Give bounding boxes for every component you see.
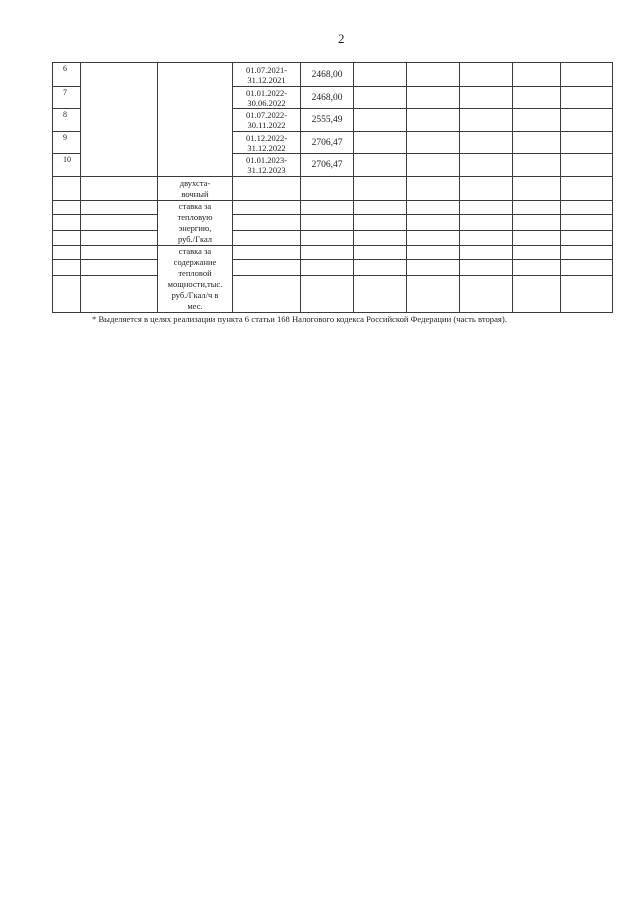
empty-cell	[407, 132, 460, 154]
empty-cell	[301, 201, 354, 215]
period-cell	[233, 132, 301, 154]
empty-cell	[460, 63, 513, 87]
empty-cell	[561, 215, 613, 231]
empty-cell	[407, 109, 460, 132]
empty-cell	[513, 215, 561, 231]
period-start: 01.01.2023-	[245, 155, 288, 165]
empty-cell	[53, 231, 81, 246]
label-line: ставка за	[178, 201, 212, 211]
period-cell	[233, 63, 301, 87]
tariff-value: 2706,47	[301, 132, 354, 154]
empty-cell	[561, 87, 613, 109]
empty-cell	[460, 154, 513, 177]
empty-cell	[354, 154, 407, 177]
period-start: 01.07.2022-	[245, 110, 288, 120]
label-line: мощности,тыс.	[167, 279, 223, 289]
empty-cell	[407, 201, 460, 215]
empty-cell	[561, 231, 613, 246]
period-cell	[233, 154, 301, 177]
empty-cell	[407, 177, 460, 201]
empty-cell	[407, 215, 460, 231]
table-row	[53, 63, 613, 87]
table-row	[53, 215, 613, 231]
energy-rate-label	[158, 201, 233, 246]
period-start: 01.12.2022-	[245, 132, 288, 143]
empty-cell	[460, 132, 513, 154]
empty-cell	[81, 246, 158, 260]
table-row	[53, 276, 613, 313]
empty-cell	[561, 132, 613, 154]
tariff-value: 2468,00	[301, 63, 354, 87]
empty-cell	[460, 260, 513, 276]
row-number: 6	[53, 63, 81, 87]
period-start: 01.01.2022-	[245, 87, 288, 98]
empty-cell	[561, 201, 613, 215]
period-end: 31.12.2022	[247, 142, 286, 153]
capacity-rate-label	[158, 246, 233, 313]
empty-cell	[407, 231, 460, 246]
empty-cell	[354, 260, 407, 276]
empty-cell	[233, 201, 301, 215]
empty-cell	[53, 246, 81, 260]
empty-cell	[513, 87, 561, 109]
empty-cell	[407, 154, 460, 177]
empty-cell	[407, 87, 460, 109]
label-line: двухста-	[179, 177, 211, 188]
empty-cell	[301, 246, 354, 260]
empty-cell	[233, 177, 301, 201]
empty-cell	[460, 231, 513, 246]
empty-cell	[407, 246, 460, 260]
empty-cell	[513, 201, 561, 215]
label-line: тепловой	[178, 268, 212, 278]
row-number: 10	[53, 154, 81, 177]
empty-cell	[460, 246, 513, 260]
empty-cell	[513, 260, 561, 276]
label-line: тепловую	[177, 212, 213, 222]
empty-cell	[53, 215, 81, 231]
empty-cell	[460, 87, 513, 109]
empty-cell	[81, 276, 158, 313]
row-number: 9	[53, 132, 81, 154]
empty-cell	[513, 231, 561, 246]
empty-cell	[513, 177, 561, 201]
label-line: ставка за	[178, 246, 212, 256]
empty-cell	[158, 63, 233, 177]
empty-cell	[53, 260, 81, 276]
label-line: мес.	[187, 301, 203, 311]
empty-cell	[53, 201, 81, 215]
empty-cell	[354, 201, 407, 215]
period-cell	[233, 87, 301, 109]
label-line: руб./Гкал/ч в	[171, 290, 219, 300]
empty-cell	[81, 177, 158, 201]
empty-cell	[407, 260, 460, 276]
empty-cell	[53, 276, 81, 313]
table-row	[53, 231, 613, 246]
label-line: руб./Гкал	[177, 234, 213, 244]
period-end: 31.12.2021	[247, 74, 286, 85]
period-end: 31.12.2023	[247, 165, 286, 175]
empty-cell	[81, 215, 158, 231]
empty-cell	[233, 276, 301, 313]
period-end: 30.06.2022	[247, 97, 286, 108]
table-row	[53, 201, 613, 215]
empty-cell	[561, 260, 613, 276]
label-line: содержание	[173, 257, 217, 267]
row-number: 8	[53, 109, 81, 132]
page-number: 2	[338, 31, 345, 46]
empty-cell	[354, 132, 407, 154]
empty-cell	[81, 201, 158, 215]
empty-cell	[460, 177, 513, 201]
label-line: вочный	[181, 188, 209, 199]
empty-cell	[513, 109, 561, 132]
empty-cell	[561, 109, 613, 132]
period-start: 01.07.2021-	[245, 64, 288, 75]
empty-cell	[53, 177, 81, 201]
empty-cell	[513, 276, 561, 313]
empty-cell	[513, 132, 561, 154]
empty-cell	[513, 63, 561, 87]
empty-cell	[233, 215, 301, 231]
period-end: 30.11.2022	[247, 120, 286, 130]
tariff-table	[52, 62, 613, 313]
row-number: 7	[53, 87, 81, 109]
empty-cell	[460, 201, 513, 215]
two-part-tariff-label	[158, 177, 233, 201]
empty-cell	[301, 260, 354, 276]
empty-cell	[513, 246, 561, 260]
empty-cell	[561, 154, 613, 177]
empty-cell	[81, 231, 158, 246]
empty-cell	[233, 260, 301, 276]
empty-cell	[354, 87, 407, 109]
empty-cell	[81, 260, 158, 276]
empty-cell	[301, 215, 354, 231]
tariff-value: 2555,49	[301, 109, 354, 132]
empty-cell	[561, 63, 613, 87]
empty-cell	[301, 276, 354, 313]
empty-cell	[561, 276, 613, 313]
empty-cell	[301, 177, 354, 201]
period-cell	[233, 109, 301, 132]
table-row	[53, 177, 613, 201]
empty-cell	[301, 231, 354, 246]
empty-cell	[233, 246, 301, 260]
empty-cell	[561, 177, 613, 201]
empty-cell	[460, 109, 513, 132]
empty-cell	[233, 231, 301, 246]
empty-cell	[354, 246, 407, 260]
empty-cell	[460, 276, 513, 313]
label-line: энергию,	[178, 223, 212, 233]
table-row	[53, 260, 613, 276]
empty-cell	[81, 63, 158, 177]
empty-cell	[354, 177, 407, 201]
empty-cell	[407, 276, 460, 313]
tariff-value: 2468,00	[301, 87, 354, 109]
empty-cell	[354, 215, 407, 231]
empty-cell	[561, 246, 613, 260]
empty-cell	[354, 63, 407, 87]
empty-cell	[407, 63, 460, 87]
empty-cell	[513, 154, 561, 177]
empty-cell	[354, 276, 407, 313]
empty-cell	[354, 231, 407, 246]
table-row	[53, 246, 613, 260]
tariff-value: 2706,47	[301, 154, 354, 177]
footnote: * Выделяется в целях реализации пункта 6 статьи 168 Налогового кодекса Российской Федерации (часть вторая).	[92, 314, 507, 324]
empty-cell	[354, 109, 407, 132]
empty-cell	[460, 215, 513, 231]
